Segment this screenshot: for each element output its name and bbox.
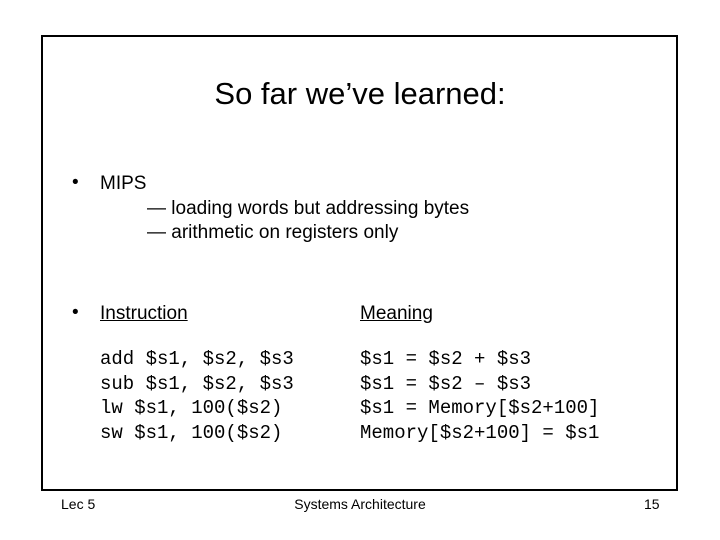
mips-label: MIPS	[100, 173, 147, 194]
footer-page-number: 15	[644, 496, 660, 512]
footer-lecture: Lec 5	[61, 496, 96, 512]
bullet-dot-mips: •	[72, 172, 79, 193]
meaning-row: $s1 = Memory[$s2+100]	[360, 397, 600, 419]
instruction-header: Instruction	[100, 303, 188, 324]
instruction-row: add $s1, $s2, $s3	[100, 348, 294, 370]
meaning-row: $s1 = $s2 + $s3	[360, 348, 532, 370]
meaning-row: $s1 = $s2 – $s3	[360, 373, 532, 395]
instruction-row: lw $s1, 100($s2)	[100, 397, 283, 419]
meaning-header: Meaning	[360, 303, 433, 324]
mips-point-2: — arithmetic on registers only	[147, 222, 399, 243]
instruction-row: sw $s1, 100($s2)	[100, 422, 283, 444]
instruction-row: sub $s1, $s2, $s3	[100, 373, 294, 395]
bullet-dot-instruction: •	[72, 302, 79, 323]
meaning-row: Memory[$s2+100] = $s1	[360, 422, 600, 444]
slide-title: So far we’ve learned:	[214, 76, 506, 111]
footer-course: Systems Architecture	[294, 496, 426, 512]
mips-point-1: — loading words but addressing bytes	[147, 198, 470, 219]
